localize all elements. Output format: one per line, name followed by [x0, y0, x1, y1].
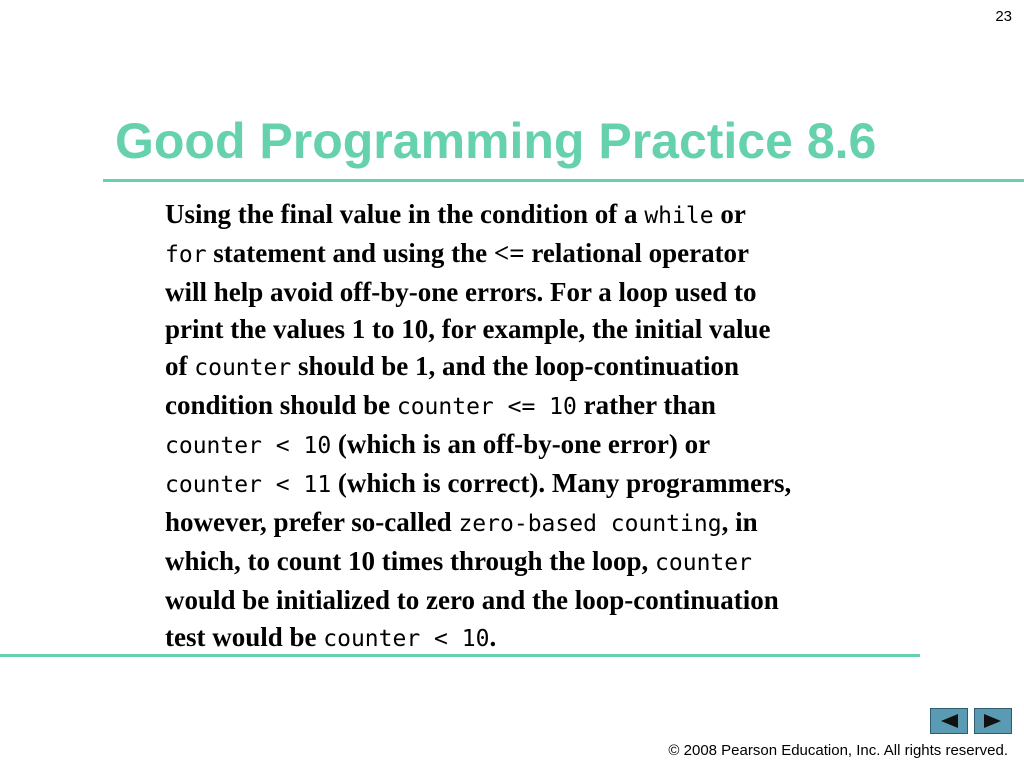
- next-slide-button[interactable]: [974, 708, 1012, 734]
- body-text: print the values 1 to 10, for example, the initial value: [165, 314, 771, 344]
- body-line: [165, 311, 965, 348]
- code-expression: counter <= 10: [396, 394, 577, 420]
- body-line: [165, 235, 965, 274]
- body-line: [165, 619, 965, 658]
- body-text: should be 1, and the loop-continuation: [291, 351, 740, 381]
- body-text: Using the final value in the condition of a: [165, 199, 645, 229]
- body-text: test would be: [165, 622, 324, 652]
- body-line: [165, 274, 965, 311]
- body-text: statement and using the <= relational operator: [206, 238, 750, 268]
- triangle-right-icon: [982, 712, 1004, 730]
- body-line: [165, 465, 965, 504]
- code-keyword: while: [644, 203, 714, 229]
- previous-slide-button[interactable]: [930, 708, 968, 734]
- body-text: however, prefer so-called: [165, 507, 459, 537]
- copyright-notice: © 2008 Pearson Education, Inc. All rights reserved.: [668, 742, 1008, 759]
- title-divider: [103, 179, 1024, 182]
- body-line: [165, 543, 965, 582]
- body-text: condition should be: [165, 390, 397, 420]
- triangle-left-icon: [938, 712, 960, 730]
- code-term: zero-based counting: [458, 511, 722, 537]
- body-line: [165, 196, 965, 235]
- body-line: [165, 387, 965, 426]
- body-line: [165, 348, 965, 387]
- body-text: would be initialized to zero and the loop-continuation: [165, 585, 779, 615]
- body-text: .: [489, 622, 497, 652]
- code-expression: counter < 11: [165, 472, 332, 498]
- body-text: which, to count 10 times through the loop,: [165, 546, 656, 576]
- body-text: (which is an off-by-one error) or: [331, 429, 711, 459]
- body-text: will help avoid off-by-one errors. For a loop used to: [165, 277, 757, 307]
- code-identifier: counter: [194, 355, 292, 381]
- footer-divider: [0, 654, 920, 657]
- code-keyword: for: [165, 242, 207, 268]
- body-text: (which is correct). Many programmers,: [331, 468, 792, 498]
- body-line: [165, 504, 965, 543]
- body-text: rather than: [576, 390, 716, 420]
- code-expression: counter < 10: [165, 433, 332, 459]
- page-number: 23: [995, 8, 1012, 25]
- body-text: or: [713, 199, 746, 229]
- code-expression: counter < 10: [323, 626, 490, 652]
- code-identifier: counter: [655, 550, 752, 576]
- body-text: , in: [721, 507, 758, 537]
- body-line: [165, 426, 965, 465]
- body-line: [165, 582, 965, 619]
- slide-body: [165, 196, 965, 658]
- slide-navigation: [930, 708, 1012, 734]
- slide-title: Good Programming Practice 8.6: [115, 113, 877, 169]
- body-text: of: [165, 351, 195, 381]
